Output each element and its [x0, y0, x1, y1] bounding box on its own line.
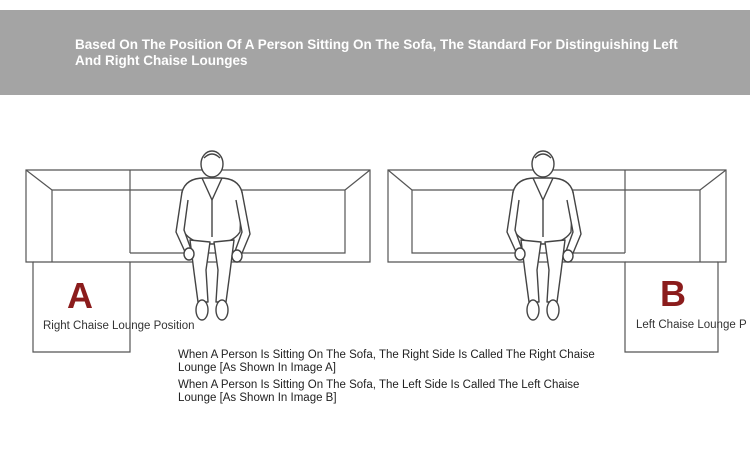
note-left-chaise: When A Person Is Sitting On The Sofa, The Left Side Is Called The Left Chaise Lounge [As Shown In Image B] [178, 379, 580, 404]
caption-b: Left Chaise Lounge P [636, 319, 747, 331]
person-icon [176, 151, 250, 320]
caption-a: Right Chaise Lounge Position [43, 320, 195, 332]
banner-title: Based On The Position Of A Person Sitting On The Sofa, The Standard For Distinguishing Left And Right Chaise Lounges [75, 37, 678, 68]
person-icon [507, 151, 581, 320]
note-right-chaise: When A Person Is Sitting On The Sofa, The Right Side Is Called The Right Chaise Lounge [As Shown In Image A] [178, 349, 595, 374]
label-b: B [660, 273, 686, 314]
label-a: A [67, 275, 93, 316]
